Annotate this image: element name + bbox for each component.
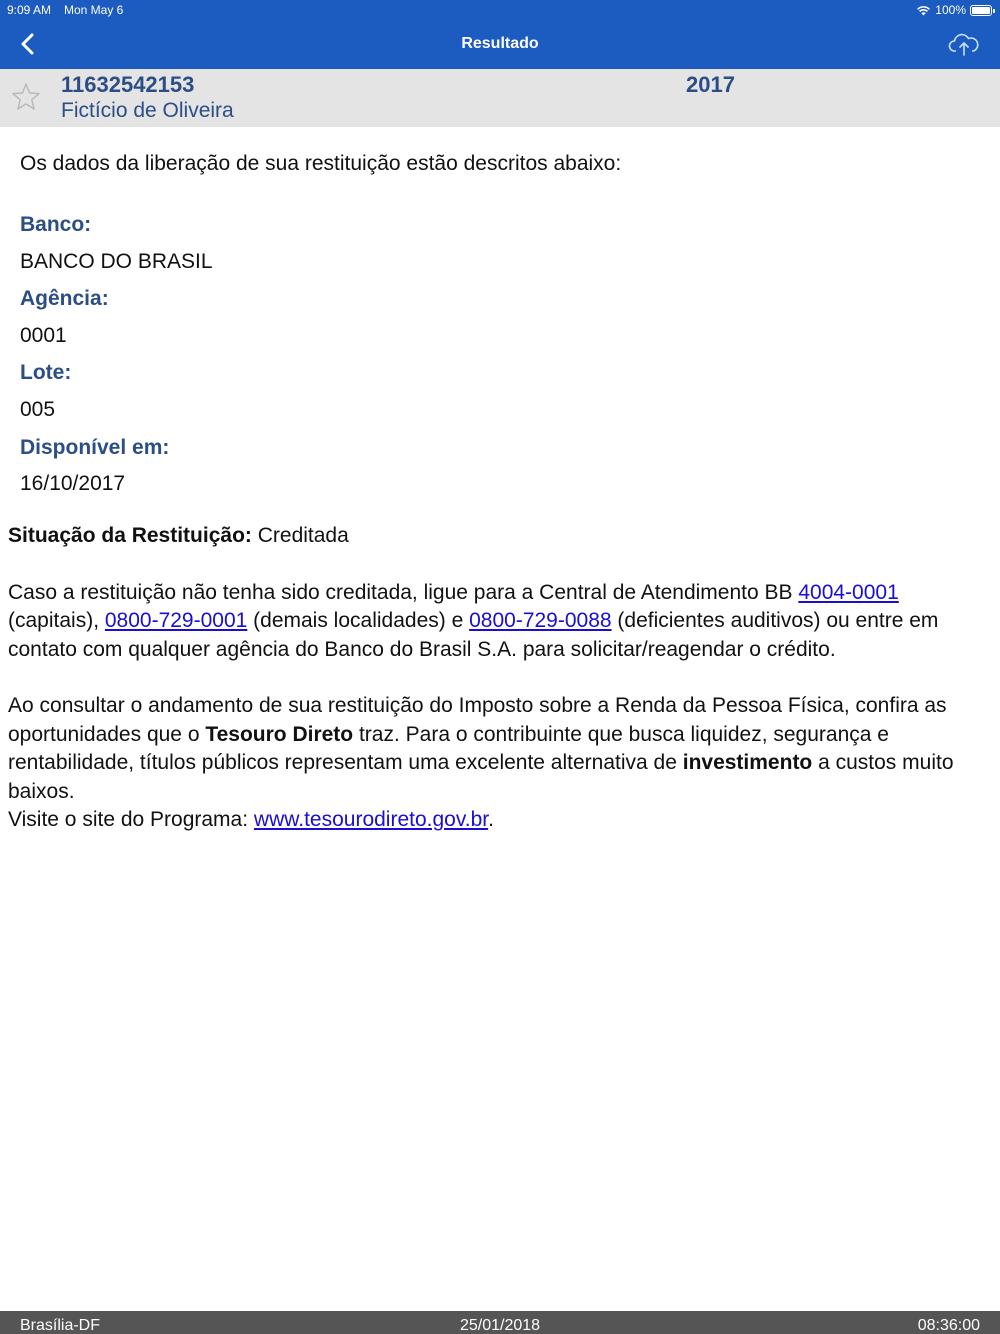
visit-text: Visite o site do Programa: <box>8 808 254 831</box>
situation-line <box>8 522 992 551</box>
wifi-icon <box>916 5 931 16</box>
footer-bar <box>0 1311 1000 1334</box>
tesouro-text: Ao consultar o andamento de sua restituição do Imposto sobre a Renda da Pessoa Física, confira as oportunidades que o <box>8 694 947 746</box>
taxpayer-name: Fictício de Oliveira <box>61 99 234 122</box>
page-title: Resultado <box>461 35 539 52</box>
contact-text: (demais localidades) e <box>247 609 470 632</box>
footer-date: 25/01/2018 <box>459 1317 541 1334</box>
upload-button[interactable] <box>948 30 980 58</box>
situation-value: Creditada <box>251 524 349 547</box>
tesouro-website-link[interactable]: www.tesourodireto.gov.br <box>253 808 489 831</box>
status-date: Mon May 6 <box>64 3 124 17</box>
lot-value: 005 <box>20 398 56 421</box>
status-bar <box>0 3 1000 19</box>
status-time: 9:09 AM <box>7 3 52 17</box>
phone-link-other-locations[interactable]: 0800-729-0001 <box>104 609 248 632</box>
tesouro-paragraph <box>8 692 992 806</box>
status-right <box>916 3 992 17</box>
tesouro-text: a custos muito baixos. <box>8 751 954 803</box>
contact-text: (deficientes auditivos) ou entre em contato com qualquer agência do Banco do Brasil S.A. para solicitar/reagendar o crédito. <box>8 609 939 661</box>
cloud-upload-icon <box>948 30 980 58</box>
cpf-number: 11632542153 <box>61 72 195 97</box>
battery-percent: 100% <box>935 3 966 17</box>
top-bar <box>0 0 1000 69</box>
phone-link-capitals[interactable]: 4004-0001 <box>798 580 899 604</box>
favorite-button[interactable] <box>10 81 42 113</box>
lot-label: Lote: <box>20 361 72 384</box>
tesouro-direto-bold: Tesouro Direto <box>205 722 354 746</box>
agency-label: Agência: <box>20 287 109 310</box>
agency-value: 0001 <box>20 324 67 347</box>
visit-end: . <box>488 808 494 831</box>
investimento-bold: investimento <box>682 751 813 774</box>
contact-text: Caso a restituição não tenha sido creditada, ligue para a Central de Atendimento BB <box>8 580 799 604</box>
battery-icon <box>970 5 992 16</box>
tax-year: 2017 <box>686 72 735 97</box>
contact-text: (capitais), <box>8 609 105 632</box>
available-date-value: 16/10/2017 <box>20 472 126 495</box>
phone-link-hearing-impaired[interactable]: 0800-729-0088 <box>469 609 612 632</box>
tesouro-text: traz. Para o contribuinte que busca liquidez, segurança e rentabilidade, títulos públicos representam uma excelente alternativa de <box>8 722 889 774</box>
contact-paragraph <box>8 579 992 665</box>
footer-time: 08:36:00 <box>917 1317 980 1334</box>
bank-label: Banco: <box>20 213 92 236</box>
info-paragraphs <box>8 522 992 835</box>
bank-value: BANCO DO BRASIL <box>20 250 213 273</box>
taxpayer-header <box>0 69 1000 127</box>
intro-text: Os dados da liberação de sua restituição estão descritos abaixo: <box>20 152 622 175</box>
available-date-label: Disponível em: <box>20 436 170 459</box>
star-outline-icon <box>10 81 42 113</box>
footer-city: Brasília-DF <box>20 1317 101 1334</box>
visit-line <box>8 806 992 835</box>
situation-label: Situação da Restituição: <box>8 524 252 547</box>
